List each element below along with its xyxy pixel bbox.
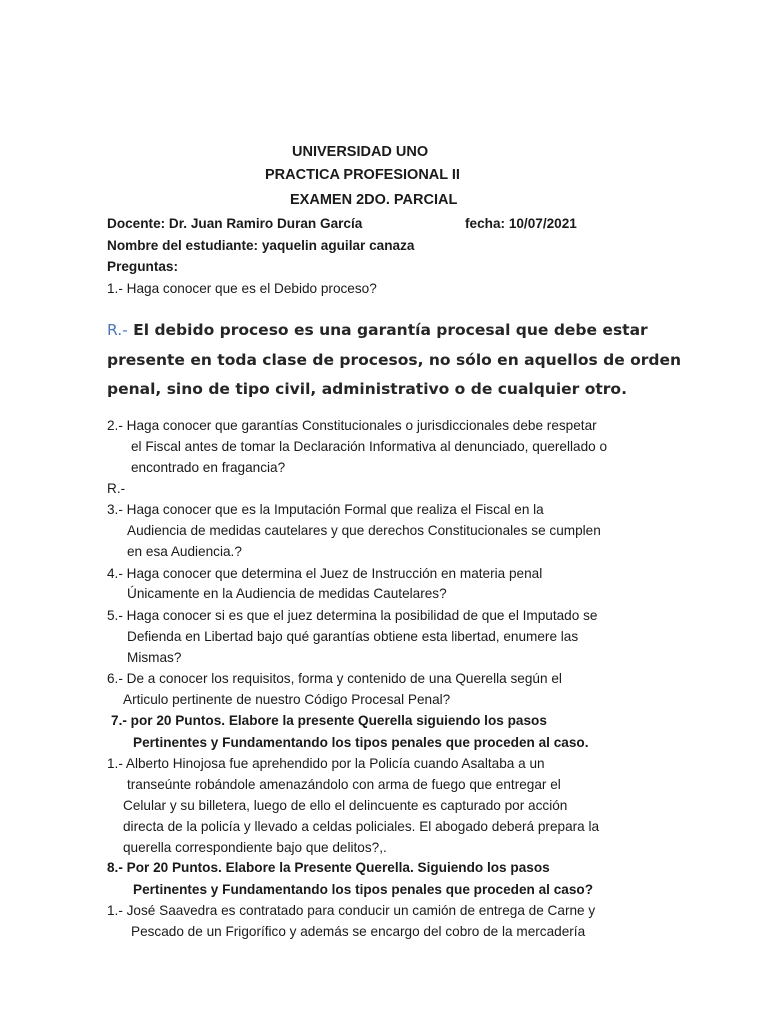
answer-1-line-3: penal, sino de tipo civil, administrativo o de cualquier otro. <box>107 380 627 398</box>
question-7-line-2: Pertinentes y Fundamentando los tipos penales que proceden al caso. <box>133 735 589 750</box>
question-2-line-2: el Fiscal antes de tomar la Declaración Informativa al denunciado, querellado o <box>131 439 608 454</box>
question-1: 1.- Haga conocer que es el Debido proceso? <box>107 281 377 296</box>
university-title: UNIVERSIDAD UNO <box>292 144 429 160</box>
question-3-line-1: 3.- Haga conocer que es la Imputación Formal que realiza el Fiscal en la <box>107 502 544 517</box>
exam-date: fecha: 10/07/2021 <box>465 216 577 231</box>
case-2-line-1: 1.- José Saavedra es contratado para conducir un camión de entrega de Carne y <box>107 903 596 918</box>
case-1-line-2: transeúnte robándole amenazándolo con arma de fuego que entregar el <box>127 777 561 792</box>
case-1-line-1: 1.- Alberto Hinojosa fue aprehendido por la Policía cuando Asaltaba a un <box>107 756 545 771</box>
answer-1-line-2: presente en toda clase de procesos, no sólo en aquellos de orden <box>107 351 682 369</box>
course-title: PRACTICA PROFESIONAL II <box>265 167 460 183</box>
case-1-line-4: directa de la policía y llevado a celdas policiales. El abogado deberá prepara la <box>123 819 600 834</box>
question-2-line-3: encontrado en fragancia? <box>131 460 286 475</box>
student-name: Nombre del estudiante: yaquelin aguilar canaza <box>107 238 415 253</box>
question-5-line-1: 5.- Haga conocer si es que el juez determina la posibilidad de que el Imputado se <box>107 608 598 623</box>
exam-title: EXAMEN 2DO. PARCIAL <box>290 192 458 208</box>
case-2-line-2: Pescado de un Frigorífico y además se encargo del cobro de la mercadería <box>131 924 586 939</box>
question-6-line-2: Articulo pertinente de nuestro Código Procesal Penal? <box>123 692 451 707</box>
question-8-line-1: 8.- Por 20 Puntos. Elabore la Presente Querella. Siguiendo los pasos <box>107 860 550 875</box>
answer-2-marker: R.- <box>107 481 126 496</box>
question-4-line-1: 4.- Haga conocer que determina el Juez de Instrucción en materia penal <box>107 566 543 581</box>
question-6-line-1: 6.- De a conocer los requisitos, forma y contenido de una Querella según el <box>107 671 562 686</box>
question-3-line-3: en esa Audiencia.? <box>127 544 242 559</box>
question-8-line-2: Pertinentes y Fundamentando los tipos penales que proceden al caso? <box>133 882 594 897</box>
question-3-line-2: Audiencia de medidas cautelares y que derechos Constitucionales se cumplen <box>127 523 601 538</box>
questions-label: Preguntas: <box>107 259 179 274</box>
case-1-line-3: Celular y su billetera, luego de ello el delincuente es capturado por acción <box>123 798 568 813</box>
teacher-name: Docente: Dr. Juan Ramiro Duran García <box>107 216 363 231</box>
case-1-line-5: querella correspondiente bajo que delitos?,. <box>123 840 387 855</box>
question-5-line-2: Defienda en Libertad bajo qué garantías obtiene esta libertad, enumere las <box>127 629 579 644</box>
question-2-line-1: 2.- Haga conocer que garantías Constitucionales o jurisdiccionales debe respetar <box>107 418 597 433</box>
answer-1-line-1: R.- El debido proceso es una garantía procesal que debe estar <box>107 321 648 339</box>
answer-marker: R.- <box>107 321 128 339</box>
question-5-line-3: Mismas? <box>127 650 182 665</box>
question-4-line-2: Únicamente en la Audiencia de medidas Cautelares? <box>127 586 447 601</box>
question-7-line-1: 7.- por 20 Puntos. Elabore la presente Querella siguiendo los pasos <box>111 713 547 728</box>
